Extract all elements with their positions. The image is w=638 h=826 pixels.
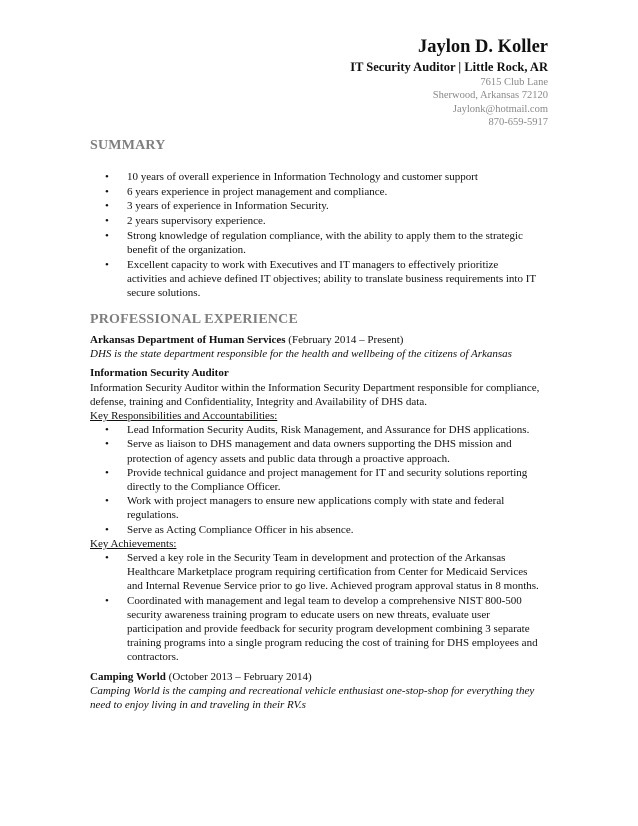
list-item [105, 494, 539, 522]
list-item [105, 258, 537, 301]
responsibility-text: Provide technical guidance and project management for IT and security solutions reporting directly to the Compliance Officer. [127, 466, 528, 494]
job1-role: Information Security Auditor [90, 367, 229, 380]
experience-heading: PROFESSIONAL EXPERIENCE [90, 312, 299, 327]
job1-dates: (February 2014 – Present) [285, 334, 404, 346]
resume-header [350, 36, 548, 129]
bullet-icon: • [105, 438, 109, 451]
address-line-2: Sherwood, Arkansas 72120 [432, 90, 548, 102]
list-item [105, 437, 539, 465]
address-line-1: 7615 Club Lane [480, 77, 548, 88]
summary-list [105, 170, 537, 301]
bullet-icon: • [105, 229, 109, 242]
bullet-icon: • [105, 185, 109, 198]
achievements-list [105, 551, 539, 665]
list-item [105, 466, 539, 494]
bullet-icon: • [105, 466, 109, 479]
list-item [105, 594, 539, 665]
responsibility-text: Serve as Acting Compliance Officer in his absence. [127, 523, 354, 536]
list-item [105, 199, 537, 213]
summary-item-text: Excellent capacity to work with Executives and IT managers to effectively prioritize activities and achieve defined IT objectives; ability to translate business requirements into IT secure solutions. [127, 258, 536, 300]
bullet-icon: • [105, 171, 109, 183]
job1-employer: Arkansas Department of Human Services [90, 334, 286, 346]
summary-heading: SUMMARY [90, 138, 166, 153]
job1-header [90, 333, 540, 347]
list-item [105, 214, 537, 228]
candidate-title: IT Security Auditor | Little Rock, AR [350, 60, 548, 74]
job2-description: Camping World is the camping and recreational vehicle enthusiast one-stop-shop for everything they need to enjoy living in and traveling in their RV.s [90, 684, 535, 712]
job2-dates: (October 2013 – February 2014) [165, 670, 312, 683]
job1-description: DHS is the state department responsible for the health and wellbeing of the citizens of Arkansas [90, 348, 512, 361]
list-item [105, 229, 537, 257]
responsibility-text: Work with project managers to ensure new applications comply with state and federal regulations. [127, 495, 505, 522]
candidate-name: Jaylon D. Koller [417, 37, 548, 57]
summary-item-text: Strong knowledge of regulation compliance, with the ability to apply them to the strategic benefit of the organization. [127, 229, 523, 257]
summary-item-text: 6 years experience in project management and compliance. [127, 185, 388, 198]
experience-section [90, 333, 540, 712]
summary-item-text: 3 years of experience in Information Security. [127, 200, 329, 213]
bullet-icon: • [105, 523, 109, 536]
responsibility-text: Serve as liaison to DHS management and data owners supporting the DHS mission and protection of agency assets and public data through a proactive approach. [127, 438, 512, 465]
list-item [105, 523, 539, 537]
bullet-icon: • [105, 424, 109, 437]
summary-item-text: 2 years supervisory experience. [127, 215, 266, 228]
job1-role-summary: Information Security Auditor within the Information Security Department responsible for compliance, defense, training and Confidentiality, Integrity and Availability of DHS data. [90, 381, 540, 408]
job2-header [90, 670, 540, 684]
achievements-heading: Key Achievements: [90, 537, 177, 550]
list-item [105, 551, 539, 594]
list-item [105, 170, 537, 184]
responsibilities-heading: Key Responsibilities and Accountabilities: [90, 410, 278, 423]
summary-item-text: 10 years of overall experience in Information Technology and customer support [127, 171, 478, 183]
list-item [105, 423, 539, 437]
bullet-icon: • [105, 594, 109, 607]
email: Jaylonk@hotmail.com [452, 103, 548, 115]
bullet-icon: • [105, 258, 109, 271]
phone: 870-659-5917 [488, 116, 548, 128]
bullet-icon: • [105, 495, 109, 508]
achievement-text: Coordinated with management and legal team to develop a comprehensive NIST 800-500 security awareness training program to educate users on new threats, evaluate user participation and provide feedback for security program development combining 3 separate training programs into a single program reducing the cost of training for DHS employees and contractors. [127, 594, 538, 664]
list-item [105, 185, 537, 199]
bullet-icon: • [105, 200, 109, 213]
responsibility-text: Lead Information Security Audits, Risk Management, and Assurance for DHS applications. [127, 424, 530, 437]
achievement-text: Served a key role in the Security Team in development and protection of the Arkansas Healthcare Marketplace program requiring certification from Center for Medicaid Services and Internal Revenue Service prior to go live. Achieved program approval status in 8 months. [127, 552, 539, 593]
responsibilities-list [105, 423, 539, 537]
bullet-icon: • [105, 552, 109, 565]
bullet-icon: • [105, 215, 109, 228]
job2-employer: Camping World [90, 670, 166, 683]
